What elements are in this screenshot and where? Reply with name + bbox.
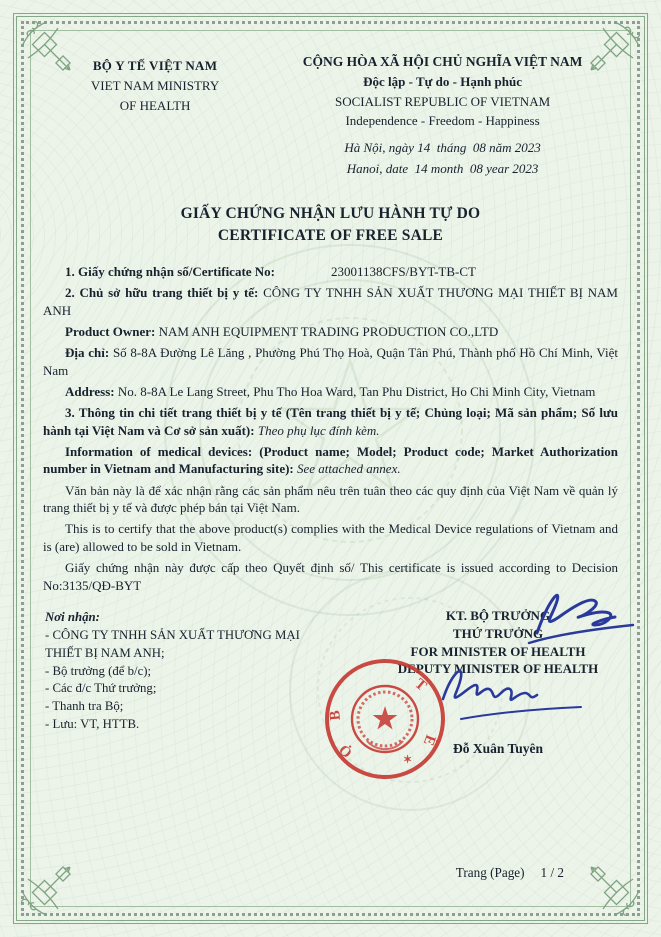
device-info-value-en: See attached annex. [297,461,401,477]
certificate-no-label: 1. Giấy chứng nhận số/Certificate No: [65,263,276,279]
corner-ornament-icon [569,845,653,929]
title-vi: GIẤY CHỨNG NHẬN LƯU HÀNH TỰ DO [180,205,481,223]
owner-line-vi [43,284,618,319]
signer-title-vi-1: KT. BỘ TRƯỞNG [445,607,551,623]
address-label-vi: Địa chỉ: [65,344,110,360]
page-label: Trang (Page) [455,865,525,880]
decision-paragraph: Giấy chứng nhận này được cấp theo Quyết định số/ This certificate is issued according to Decision No:3135/QĐ-BYT [43,560,618,593]
issue-date-vi: Hà Nội, ngày 14 tháng 08 năm 2023 [344,139,541,155]
confirmation-paragraph-vi: Văn bản này là để xác nhận rằng các sản phẩm nêu trên tuân theo các quy định của Việt Nam về quản lý trang thiết bị y tế và được phép bán tại Việt Nam. [43,482,618,516]
recipients-title: Nơi nhận: [45,609,100,624]
address-line-en [43,383,618,401]
motto-vi: Độc lập - Tự do - Hạnh phúc [363,74,523,90]
stamp-star: ✶ [403,753,413,766]
paraph-initial-icon [515,581,645,653]
document-title [43,203,618,246]
certificate-no-value: 23001138CFS/BYT-TB-CT [331,263,476,279]
recipient-item: - Thanh tra Bộ; [45,698,124,713]
issue-date-en: Hanoi, date 14 month 08 year 2023 [346,160,539,176]
stamp-letter: T [411,675,430,695]
signer-title-en-2: DEPUTY MINISTER OF HEALTH [397,661,599,677]
owner-value-en: NAM ANH EQUIPMENT TRADING PRODUCTION CO.,LTD [158,323,499,339]
stamp-letter: Ộ [336,740,356,761]
recipient-item: - Các đ/c Thứ trưởng; [45,681,157,696]
certificate-body [43,263,618,595]
device-info-label-vi: 3. Thông tin chi tiết trang thiết bị y tế (Tên trang thiết bị y tế; Chủng loại; Mã sản phẩm; Số lưu hành tại Việt Nam và Cơ sở sản xuất): [43,404,618,438]
address-line-vi [43,344,618,379]
corner-ornament-icon [8,845,92,929]
recipients-block [45,609,317,734]
pagination [456,865,564,881]
owner-label-en: Product Owner: [65,323,156,339]
signoff-section [43,607,618,817]
device-info-line-vi [43,404,618,439]
ministry-name-en-2: OF HEALTH [119,98,191,114]
signature-icon [385,647,605,747]
recipient-item: - CÔNG TY TNHH SẢN XUẤT THƯƠNG MẠI THIẾT BỊ NAM ANH; [45,628,300,660]
confirmation-paragraph-en: This is to certify that the above product(s) complies with the Medical Device regulations of Vietnam and is (are) allowed to be sold in Vietnam. [43,521,618,555]
national-motto-vi: CỘNG HÒA XÃ HỘI CHỦ NGHĨA VIỆT NAM [302,54,583,69]
owner-label-vi: 2. Chủ sở hữu trang thiết bị y tế: [65,284,259,300]
device-info-label-en: Information of medical devices: (Product name; Model; Product code; Market Authorization number in Vietnam and Manufacturing site): [43,443,618,477]
national-block [267,52,618,179]
address-value-en: No. 8-8A Le Lang Street, Phu Tho Hoa Ward, Tan Phu District, Ho Chi Minh City, Vietnam [117,383,596,399]
signer-title-vi-2: THỨ TRƯỞNG [452,625,544,641]
document-header [43,52,618,179]
page-value: 1 / 2 [540,865,564,880]
signer-name: Đỗ Xuân Tuyên [452,740,544,756]
ministry-name-vi: BỘ Y TẾ VIỆT NAM [92,58,218,73]
stamp-letter: B [327,709,344,721]
title-en: CERTIFICATE OF FREE SALE [217,227,444,245]
address-label-en: Address: [65,383,115,399]
stamp-letter: Ế [419,732,439,748]
owner-line-en [43,323,618,341]
national-motto-en: SOCIALIST REPUBLIC OF VIETNAM [335,93,551,109]
device-info-value-vi: Theo phụ lục đính kèm. [257,422,380,438]
address-value-vi: Số 8-8A Đường Lê Lăng , Phường Phú Thọ Hoà, Quận Tân Phú, Thành phố Hồ Chí Minh, Việt Nam [43,344,618,378]
signer-title-en-1: FOR MINISTER OF HEALTH [410,643,586,659]
owner-value-vi: CÔNG TY TNHH SẢN XUẤT THƯƠNG MẠI THIẾT BỊ NAM ANH [43,284,618,318]
motto-en: Independence - Freedom - Happiness [345,113,540,129]
issue-dates [267,138,618,180]
ministry-name-en-1: VIET NAM MINISTRY [90,78,220,94]
recipient-item: - Bộ trưởng (để b/c); [45,663,152,678]
certificate-no-line [43,263,618,281]
device-info-line-en [43,443,618,478]
issuer-block [43,52,267,116]
recipient-item: - Lưu: VT, HTTB. [45,716,140,731]
